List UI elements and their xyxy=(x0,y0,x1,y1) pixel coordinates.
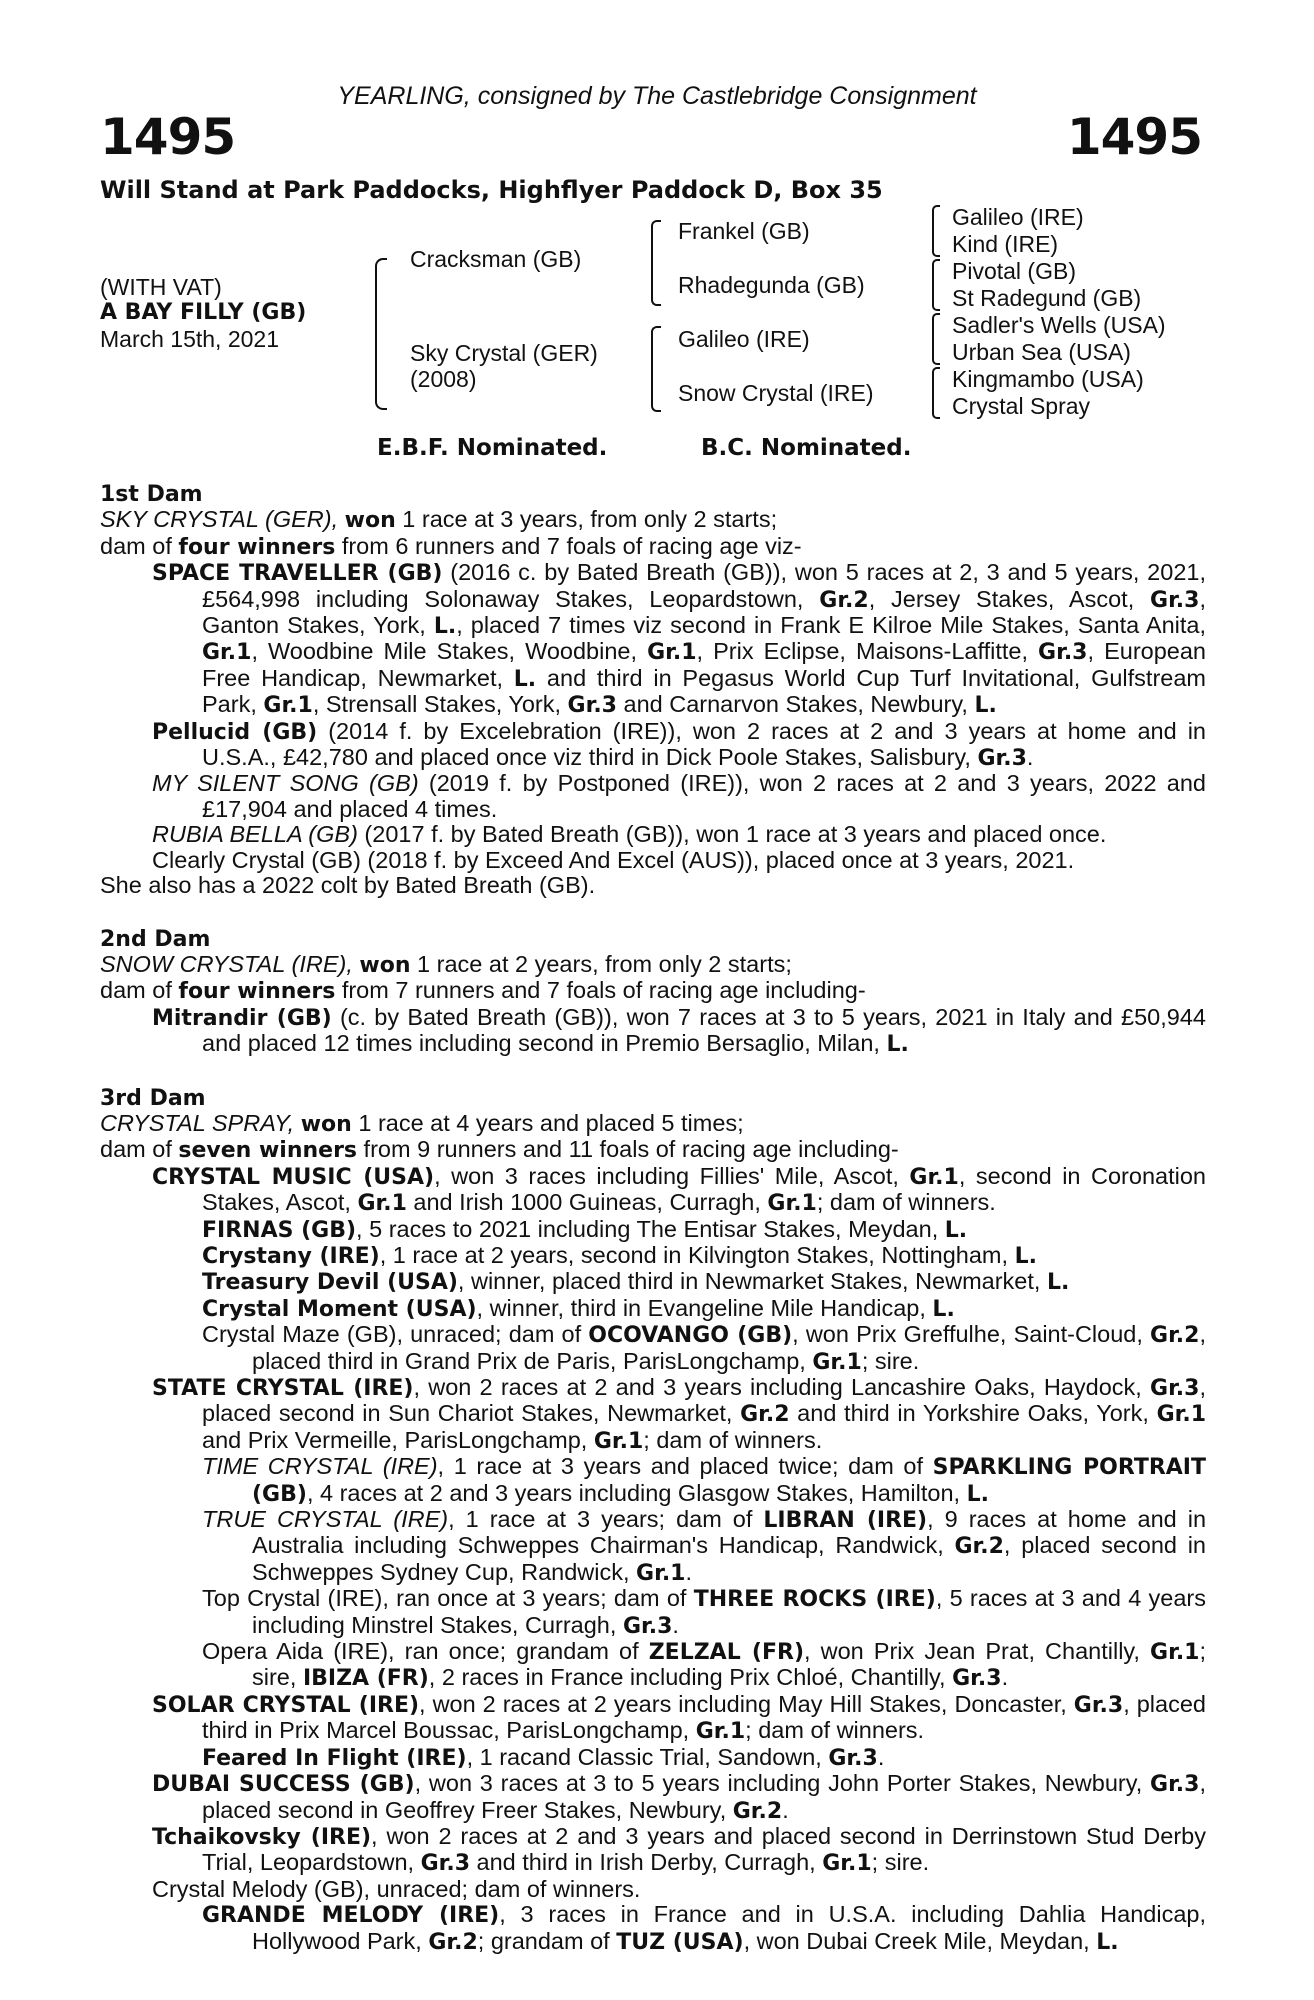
bold-text: Gr.3 xyxy=(1150,1772,1200,1798)
bold-text: Gr.1 xyxy=(909,1164,959,1190)
text-run: She also has a 2022 colt by Bated Breath (GB). xyxy=(100,872,596,899)
pedigree-brace-gen3-4 xyxy=(932,367,940,419)
text-run: , won 3 races including Fillies' Mile, Ascot, xyxy=(434,1162,910,1189)
bold-text: L. xyxy=(886,1032,909,1058)
bold-text: Gr.2 xyxy=(732,1798,783,1824)
bold-text: won xyxy=(359,952,411,978)
text-run: (c. by Bated Breath (GB)), won 7 races at 3 to 5 years, 2021 in Italy and £50,944 and placed 12 times including second in Premio Bersaglio, Milan, xyxy=(202,1003,1206,1057)
bold-text: CRYSTAL MUSIC (USA) xyxy=(152,1164,435,1190)
ebf-nomination: E.B.F. Nominated. xyxy=(377,435,608,461)
text-run: . xyxy=(782,1796,789,1823)
bold-text: Gr.1 xyxy=(822,1851,872,1877)
text-run: Crystal Maze (GB), unraced; dam of xyxy=(202,1321,589,1348)
progeny-entry xyxy=(152,1877,1206,1902)
second-dam-heading: 2nd Dam xyxy=(100,926,211,952)
dd-sire: Kingmambo (USA) xyxy=(952,366,1144,392)
text-run: Clearly Crystal (GB) (2018 f. by Exceed And Excel (AUS)), placed once at 3 years, 2021. xyxy=(152,846,1075,873)
bold-text: Treasury Devil (USA) xyxy=(202,1270,458,1296)
bold-text: Gr.1 xyxy=(695,1719,746,1745)
bold-text: Crystany (IRE) xyxy=(202,1243,380,1269)
stand-location: Will Stand at Park Paddocks, Highflyer Paddock D, Box 35 xyxy=(100,176,883,204)
text-run: , 1 race at 3 years and placed twice; dam of xyxy=(437,1453,933,1480)
dd-dam: Crystal Spray xyxy=(952,393,1091,419)
text-run: . xyxy=(1001,1664,1009,1691)
text-run: , Strensall Stakes, York, xyxy=(312,691,568,718)
progeny-entry xyxy=(152,1164,1206,1217)
bold-text: L. xyxy=(1046,1270,1070,1296)
ds-dam: Urban Sea (USA) xyxy=(952,339,1131,365)
lot-number-right: 1495 xyxy=(1066,108,1202,166)
text-run: and third in Pegasus World Cup Turf Invitational, Gulfstream Park, xyxy=(202,664,1206,718)
progeny-entry xyxy=(152,719,1206,772)
text-run: , 1 race at 2 years, second in Kilvington Stakes, Nottingham, xyxy=(379,1241,1015,1268)
bold-text: Gr.1 xyxy=(812,1349,862,1375)
bold-text: Gr.3 xyxy=(1150,1376,1200,1401)
text-run: from 7 runners and 7 foals of racing age including- xyxy=(335,977,866,1004)
third-dam-entries xyxy=(100,1164,1206,1955)
text-run: and Carnarvon Stakes, Newbury, xyxy=(616,691,975,718)
bold-text: Gr.3 xyxy=(1073,1692,1124,1718)
text-run: , won Prix Greffulhe, Saint-Cloud, xyxy=(792,1321,1151,1348)
bc-nomination: B.C. Nominated. xyxy=(701,435,912,461)
text-run: 1 race at 3 years, from only 2 starts; xyxy=(395,506,778,533)
dam-sire: Galileo (IRE) xyxy=(678,326,810,352)
bold-text: L. xyxy=(974,693,997,719)
bold-text: Gr.2 xyxy=(428,1929,478,1955)
text-run: , 3 races in France and in U.S.A. including Dahlia Handicap, Hollywood Park, xyxy=(252,1901,1206,1954)
bold-text: Gr.1 xyxy=(357,1191,407,1217)
lot-number-left: 1495 xyxy=(100,108,236,166)
progeny-entry xyxy=(152,848,1206,873)
text-run: , winner, third in Evangeline Mile Handicap, xyxy=(476,1294,933,1321)
bold-text: Gr.2 xyxy=(1150,1323,1200,1349)
bold-text: IBIZA (FR) xyxy=(302,1666,429,1692)
text-run: . xyxy=(685,1558,693,1585)
bold-text: FIRNAS (GB) xyxy=(202,1217,357,1243)
text-run: Crystal Melody (GB), unraced; dam of winners. xyxy=(152,1875,641,1902)
text-run: , 5 races to 2021 including The Entisar Stakes, Meydan, xyxy=(356,1215,945,1242)
progeny-entry xyxy=(152,1692,1206,1745)
dam-summary-line xyxy=(100,534,1206,560)
dam-year: (2008) xyxy=(410,366,477,392)
bold-text: four winners xyxy=(178,534,336,560)
text-run: , won 3 races at 3 to 5 years including John Porter Stakes, Newbury, xyxy=(414,1770,1151,1797)
text-run: , placed 7 times viz second in Frank E Kilroe Mile Stakes, Santa Anita, xyxy=(456,612,1207,639)
pedigree-brace-gen3-1 xyxy=(932,205,940,257)
foaling-date: March 15th, 2021 xyxy=(100,326,280,352)
progeny-entry xyxy=(202,1507,1206,1586)
first-dam-heading: 1st Dam xyxy=(100,482,203,507)
third-dam-section xyxy=(100,1086,1206,1955)
text-run: , won 2 races at 2 and 3 years including Lancashire Oaks, Haydock, xyxy=(413,1374,1151,1400)
bold-text: Gr.1 xyxy=(636,1560,686,1586)
progeny-entry xyxy=(152,1824,1206,1877)
progeny-entry xyxy=(152,822,1206,847)
ss-dam: Kind (IRE) xyxy=(952,231,1059,257)
text-run: , 9 races at home and in Australia including Schweppes Chairman's Handicap, Randwick, xyxy=(252,1506,1207,1559)
bold-text: Pellucid (GB) xyxy=(152,719,318,745)
second-dam-entries xyxy=(100,1005,1206,1058)
sd-dam: St Radegund (GB) xyxy=(952,285,1142,311)
ss-sire: Galileo (IRE) xyxy=(952,204,1084,230)
progeny-entry xyxy=(202,1322,1206,1375)
bold-text: Crystal Moment (USA) xyxy=(202,1296,477,1322)
progeny-entry xyxy=(202,1296,1206,1322)
bold-text: Gr.3 xyxy=(952,1666,1002,1692)
text-run: . xyxy=(672,1611,679,1638)
progeny-entry xyxy=(152,1005,1206,1058)
text-run: , won Dubai Creek Mile, Meydan, xyxy=(743,1927,1097,1954)
bold-text: four winners xyxy=(178,979,336,1005)
text-run: , placed third in Grand Prix de Paris, ParisLongchamp, xyxy=(252,1321,1206,1374)
text-run: (2016 c. by Bated Breath (GB)), won 5 races at 2, 3 and 5 years, 2021, £564,998 including Solonaway Stakes, Leopardstown, xyxy=(202,559,1206,612)
third-dam-heading: 3rd Dam xyxy=(100,1085,206,1111)
first-dam-section xyxy=(100,482,1206,899)
bold-text: Gr.1 xyxy=(593,1428,644,1454)
progeny-entry xyxy=(202,1902,1206,1955)
dam-summary-line xyxy=(100,507,1206,533)
progeny-entry xyxy=(152,1771,1206,1824)
text-run: , winner, placed third in Newmarket Stakes, Newmarket, xyxy=(457,1268,1047,1295)
text-run: from 9 runners and 11 foals of racing age including- xyxy=(357,1136,899,1163)
text-run: ; dam of winners. xyxy=(745,1717,925,1744)
text-run: and third in Yorkshire Oaks, York, xyxy=(789,1400,1157,1427)
text-run: , Woodbine Mile Stakes, Woodbine, xyxy=(251,638,648,665)
text-run: and Prix Vermeille, ParisLongchamp, xyxy=(202,1426,594,1453)
bold-text: SPACE TRAVELLER (GB) xyxy=(152,561,443,587)
progeny-entry xyxy=(202,1269,1206,1295)
bold-text: Gr.1 xyxy=(647,640,697,666)
bold-text: TUZ (USA) xyxy=(616,1929,744,1955)
bold-text: Gr.3 xyxy=(420,1851,471,1877)
progeny-entry xyxy=(202,1586,1206,1639)
text-run: , Jersey Stakes, Ascot, xyxy=(868,585,1151,612)
text-run: , 1 race at 3 years; dam of xyxy=(448,1506,764,1533)
pedigree-brace-gen3-2 xyxy=(932,259,940,311)
progeny-entry xyxy=(202,1243,1206,1269)
text-run: , Ganton Stakes, York, xyxy=(202,585,1206,639)
bold-text: won xyxy=(300,1111,352,1137)
text-run: , Prix Eclipse, Maisons-Laffitte, xyxy=(696,638,1039,665)
dam-dam: Snow Crystal (IRE) xyxy=(678,380,874,406)
sire-dam: Rhadegunda (GB) xyxy=(678,272,865,298)
bold-text: Gr.2 xyxy=(740,1402,790,1428)
bold-text: L. xyxy=(932,1296,955,1322)
text-run: , placed third in Prix Marcel Boussac, ParisLongchamp, xyxy=(202,1690,1206,1744)
sire-sire: Frankel (GB) xyxy=(678,218,810,244)
pedigree-brace-gen3-3 xyxy=(932,313,940,365)
progeny-entry xyxy=(152,560,1206,718)
dam-summary-line xyxy=(100,978,1206,1004)
dam-summary-line xyxy=(100,952,1206,978)
dam-summary-line xyxy=(100,1111,1206,1137)
bold-text: Gr.1 xyxy=(1150,1640,1200,1666)
text-run: ; dam of winners. xyxy=(816,1189,996,1216)
text-run: ; grandam of xyxy=(477,1927,617,1954)
bold-text: THREE ROCKS (IRE) xyxy=(693,1587,936,1613)
bold-text: DUBAI SUCCESS (GB) xyxy=(152,1772,415,1798)
pedigree-brace-sire xyxy=(651,220,661,306)
text-run: (2017 f. by Bated Breath (GB)), won 1 race at 3 years and placed once. xyxy=(357,821,1107,848)
bold-text: Feared In Flight (IRE) xyxy=(202,1745,467,1771)
ds-sire: Sadler's Wells (USA) xyxy=(952,312,1166,338)
second-dam-section xyxy=(100,927,1206,1058)
text-run: ; dam of winners. xyxy=(643,1426,823,1453)
first-dam-entries xyxy=(100,560,1206,898)
text-run: , won Prix Jean Prat, Chantilly, xyxy=(804,1638,1151,1665)
text-run: (2014 f. by Excelebration (IRE)), won 2 races at 2 and 3 years at home and in U.S.A., £42,780 and placed once viz third in Dick Poole Stakes, Salisbury, xyxy=(202,717,1206,771)
italic-text: TIME CRYSTAL (IRE) xyxy=(202,1453,438,1480)
text-run: 1 race at 4 years and placed 5 times; xyxy=(351,1109,744,1136)
dam: Sky Crystal (GER) xyxy=(410,340,598,366)
bold-text: Gr.1 xyxy=(263,693,313,719)
bold-text: Gr.1 xyxy=(1156,1402,1206,1428)
bold-text: Mitrandir (GB) xyxy=(152,1005,332,1031)
italic-text: SKY CRYSTAL (GER), xyxy=(100,506,345,533)
second-dam-lines xyxy=(100,952,1206,1005)
bold-text: GRANDE MELODY (IRE) xyxy=(202,1903,500,1929)
progeny-entry xyxy=(202,1639,1206,1692)
bold-text: Gr.3 xyxy=(1150,587,1200,613)
progeny-entry xyxy=(152,1375,1206,1454)
italic-text: MY SILENT SONG (GB) xyxy=(152,770,419,797)
text-run: dam of xyxy=(100,977,179,1004)
text-run: ; sire. xyxy=(861,1347,920,1374)
text-run: , placed second in Geoffrey Freer Stakes, Newbury, xyxy=(202,1770,1206,1823)
text-run: . xyxy=(877,1743,885,1770)
bold-text: Gr.3 xyxy=(622,1613,673,1639)
bold-text: Gr.3 xyxy=(1038,640,1088,666)
bold-text: L. xyxy=(944,1217,968,1243)
bold-text: Gr.2 xyxy=(954,1534,1004,1560)
text-run: , placed second in Sun Chariot Stakes, Newmarket, xyxy=(202,1374,1206,1427)
bold-text: ZELZAL (FR) xyxy=(648,1640,804,1666)
bold-text: Gr.2 xyxy=(819,587,869,613)
italic-text: RUBIA BELLA (GB) xyxy=(152,821,358,848)
text-run: and Irish 1000 Guineas, Curragh, xyxy=(406,1189,768,1216)
text-run: and third in Irish Derby, Curragh, xyxy=(470,1849,823,1876)
italic-text: SNOW CRYSTAL (IRE), xyxy=(100,950,360,977)
bold-text: L. xyxy=(433,614,457,640)
bold-text: Gr.3 xyxy=(828,1745,878,1771)
progeny-entry xyxy=(152,771,1206,822)
consignment-line: YEARLING, consigned by The Castlebridge Consignment xyxy=(337,82,977,110)
first-dam-lines xyxy=(100,507,1206,560)
bold-text: L. xyxy=(513,666,537,692)
text-run: , 1 racand Classic Trial, Sandown, xyxy=(466,1743,829,1770)
progeny-entry xyxy=(202,1454,1206,1507)
text-run: (2019 f. by Postponed (IRE)), won 2 races at 2 and 3 years, 2022 and £17,904 and placed 4 times. xyxy=(202,770,1206,822)
bold-text: LIBRAN (IRE) xyxy=(763,1508,928,1534)
text-run: ; sire. xyxy=(871,1849,930,1876)
bold-text: OCOVANGO (GB) xyxy=(588,1323,793,1349)
bold-text: Tchaikovsky (IRE) xyxy=(152,1824,372,1850)
bold-text: L. xyxy=(1014,1243,1037,1269)
pedigree-brace-dam xyxy=(651,326,661,412)
bold-text: L. xyxy=(1096,1929,1119,1955)
bold-text: Gr.3 xyxy=(977,746,1027,772)
sd-sire: Pivotal (GB) xyxy=(952,258,1076,284)
text-run: , won 2 races at 2 and 3 years and placed second in Derrinstown Stud Derby Trial, Leopardstown, xyxy=(202,1822,1206,1876)
bold-text: won xyxy=(344,508,396,534)
family-notes xyxy=(100,482,1206,1955)
italic-text: CRYSTAL SPRAY, xyxy=(100,1109,301,1136)
lot-subject-name: A BAY FILLY (GB) xyxy=(100,300,307,325)
bold-text: Gr.3 xyxy=(567,693,617,719)
progeny-entry xyxy=(202,1745,1206,1771)
text-run: , second in Coronation Stakes, Ascot, xyxy=(202,1162,1206,1216)
text-run: Opera Aida (IRE), ran once; grandam of xyxy=(202,1638,649,1665)
text-run: dam of xyxy=(100,532,179,559)
text-run: , 4 races at 2 and 3 years including Glasgow Stakes, Hamilton, xyxy=(306,1479,967,1506)
text-run: , 5 races at 3 and 4 years including Minstrel Stakes, Curragh, xyxy=(252,1585,1206,1638)
bold-text: STATE CRYSTAL (IRE) xyxy=(152,1376,414,1401)
text-run: from 6 runners and 7 foals of racing age viz- xyxy=(335,532,802,559)
italic-text: TRUE CRYSTAL (IRE) xyxy=(202,1506,449,1533)
bold-text: Gr.1 xyxy=(202,640,252,666)
third-dam-lines xyxy=(100,1111,1206,1164)
text-run: 1 race at 2 years, from only 2 starts; xyxy=(410,950,792,977)
text-run: , won 2 races at 2 years including May Hill Stakes, Doncaster, xyxy=(419,1690,1074,1717)
text-run: Top Crystal (IRE), ran once at 3 years; dam of xyxy=(202,1585,694,1612)
progeny-entry xyxy=(100,873,1206,898)
text-run: dam of xyxy=(100,1136,179,1163)
bold-text: L. xyxy=(966,1481,989,1507)
vat-label: (WITH VAT) xyxy=(100,274,222,300)
text-run: ; sire, xyxy=(252,1638,1207,1691)
bold-text: seven winners xyxy=(178,1138,358,1164)
text-run: . xyxy=(1026,744,1034,771)
text-run: , placed second in Schweppes Sydney Cup, Randwick, xyxy=(252,1532,1207,1585)
pedigree-brace-main xyxy=(375,258,387,410)
bold-text: Gr.1 xyxy=(767,1191,817,1217)
bold-text: SOLAR CRYSTAL (IRE) xyxy=(152,1692,420,1718)
text-run: , 2 races in France including Prix Chloé, Chantilly, xyxy=(428,1664,953,1691)
progeny-entry xyxy=(202,1217,1206,1243)
dam-summary-line xyxy=(100,1137,1206,1163)
text-run: , European Free Handicap, Newmarket, xyxy=(202,638,1206,691)
bold-text: SPARKLING PORTRAIT (GB) xyxy=(252,1455,1206,1507)
sire: Cracksman (GB) xyxy=(410,246,582,272)
